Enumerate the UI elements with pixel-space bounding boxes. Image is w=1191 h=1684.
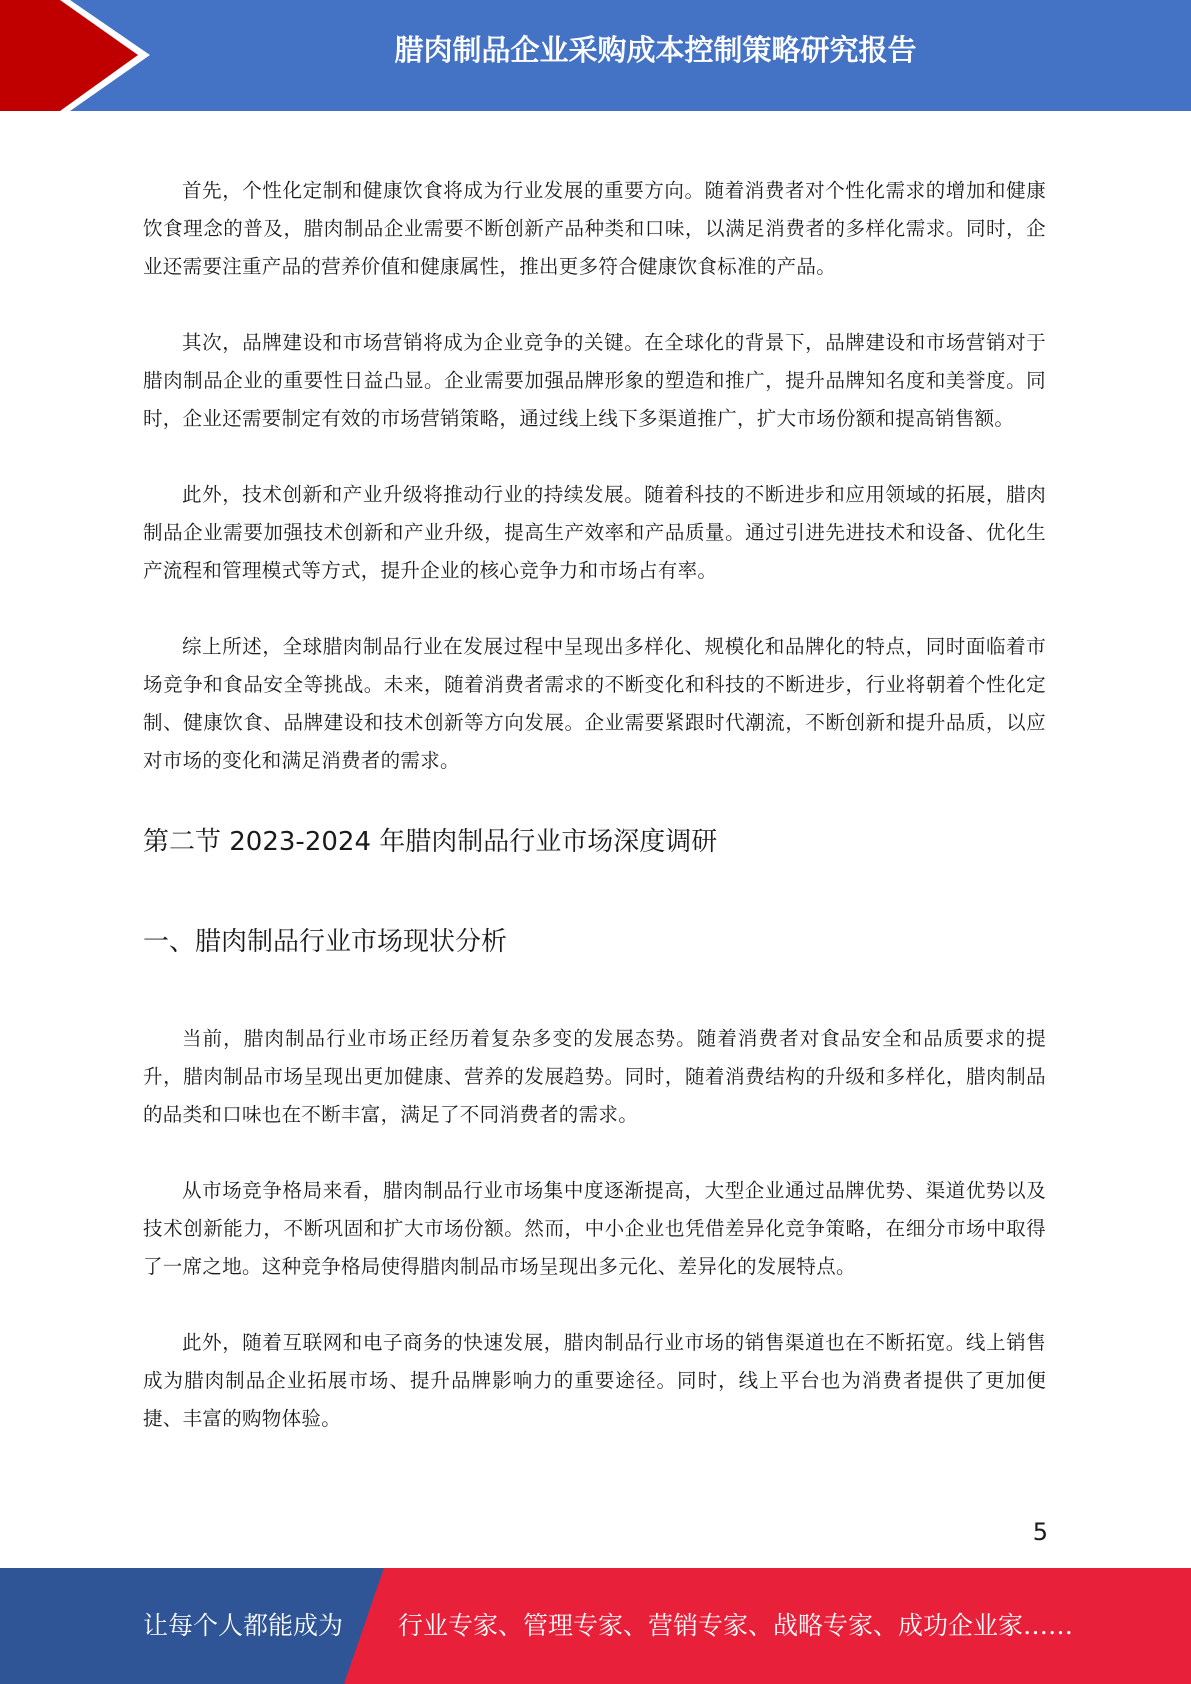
- paragraph-technology: 此外，技术创新和产业升级将推动行业的持续发展。随着科技的不断进步和应用领域的拓展，腊肉制品企业需要加强技术创新和产业升级，提高生产效率和产品质量。通过引进先进技术和设备、优化生产流程和管理模式等方式，提升企业的核心竞争力和市场占有率。: [143, 483, 1046, 582]
- page-number: 5: [1032, 1518, 1048, 1546]
- page-header: [0, 0, 1191, 111]
- paragraph-ecommerce: 此外，随着互联网和电子商务的快速发展，腊肉制品行业市场的销售渠道也在不断拓宽。线上销售成为腊肉制品企业拓展市场、提升品牌影响力的重要途径。同时，线上平台也为消费者提供了更加便捷、丰富的购物体验。: [143, 1331, 1046, 1430]
- section-title: 第二节 2023-2024 年腊肉制品行业市场深度调研: [143, 827, 718, 857]
- report-title: 腊肉制品企业采购成本控制策略研究报告: [394, 33, 917, 67]
- paragraph-personalization: 首先，个性化定制和健康饮食将成为行业发展的重要方向。随着消费者对个性化需求的增加和健康饮食理念的普及，腊肉制品企业需要不断创新产品种类和口味，以满足消费者的多样化需求。同时，企业还需要注重产品的营养价值和健康属性，推出更多符合健康饮食标准的产品。: [143, 179, 1046, 278]
- paragraph-summary: 综上所述，全球腊肉制品行业在发展过程中呈现出多样化、规模化和品牌化的特点，同时面临着市场竞争和食品安全等挑战。未来，随着消费者需求的不断变化和科技的不断进步，行业将朝着个性化定制、健康饮食、品牌建设和技术创新等方向发展。企业需要紧跟时代潮流，不断创新和提升品质，以应对市场的变化和满足消费者的需求。: [143, 635, 1046, 772]
- page-footer: [0, 1568, 1191, 1684]
- subsection-title: 一、腊肉制品行业市场现状分析: [143, 927, 508, 957]
- page-content: [143, 172, 1046, 1438]
- header-chevron-icon: [0, 0, 160, 111]
- paragraph-market-status: 当前，腊肉制品行业市场正经历着复杂多变的发展态势。随着消费者对食品安全和品质要求的提升，腊肉制品市场呈现出更加健康、营养的发展趋势。同时，随着消费结构的升级和多样化，腊肉制品的品类和口味也在不断丰富，满足了不同消费者的需求。: [143, 1027, 1046, 1126]
- footer-slogan-left: 让每个人都能成为: [143, 1611, 344, 1640]
- paragraph-branding: 其次，品牌建设和市场营销将成为企业竞争的关键。在全球化的背景下，品牌建设和市场营销对于腊肉制品企业的重要性日益凸显。企业需要加强品牌形象的塑造和推广，提升品牌知名度和美誉度。同时，企业还需要制定有效的市场营销策略，通过线上线下多渠道推广，扩大市场份额和提高销售额。: [143, 331, 1046, 430]
- paragraph-competition: 从市场竞争格局来看，腊肉制品行业市场集中度逐渐提高，大型企业通过品牌优势、渠道优势以及技术创新能力，不断巩固和扩大市场份额。然而，中小企业也凭借差异化竞争策略，在细分市场中取得了一席之地。这种竞争格局使得腊肉制品市场呈现出多元化、差异化的发展特点。: [143, 1179, 1046, 1278]
- footer-slogan-right: 行业专家、管理专家、营销专家、战略专家、成功企业家……: [398, 1611, 1074, 1640]
